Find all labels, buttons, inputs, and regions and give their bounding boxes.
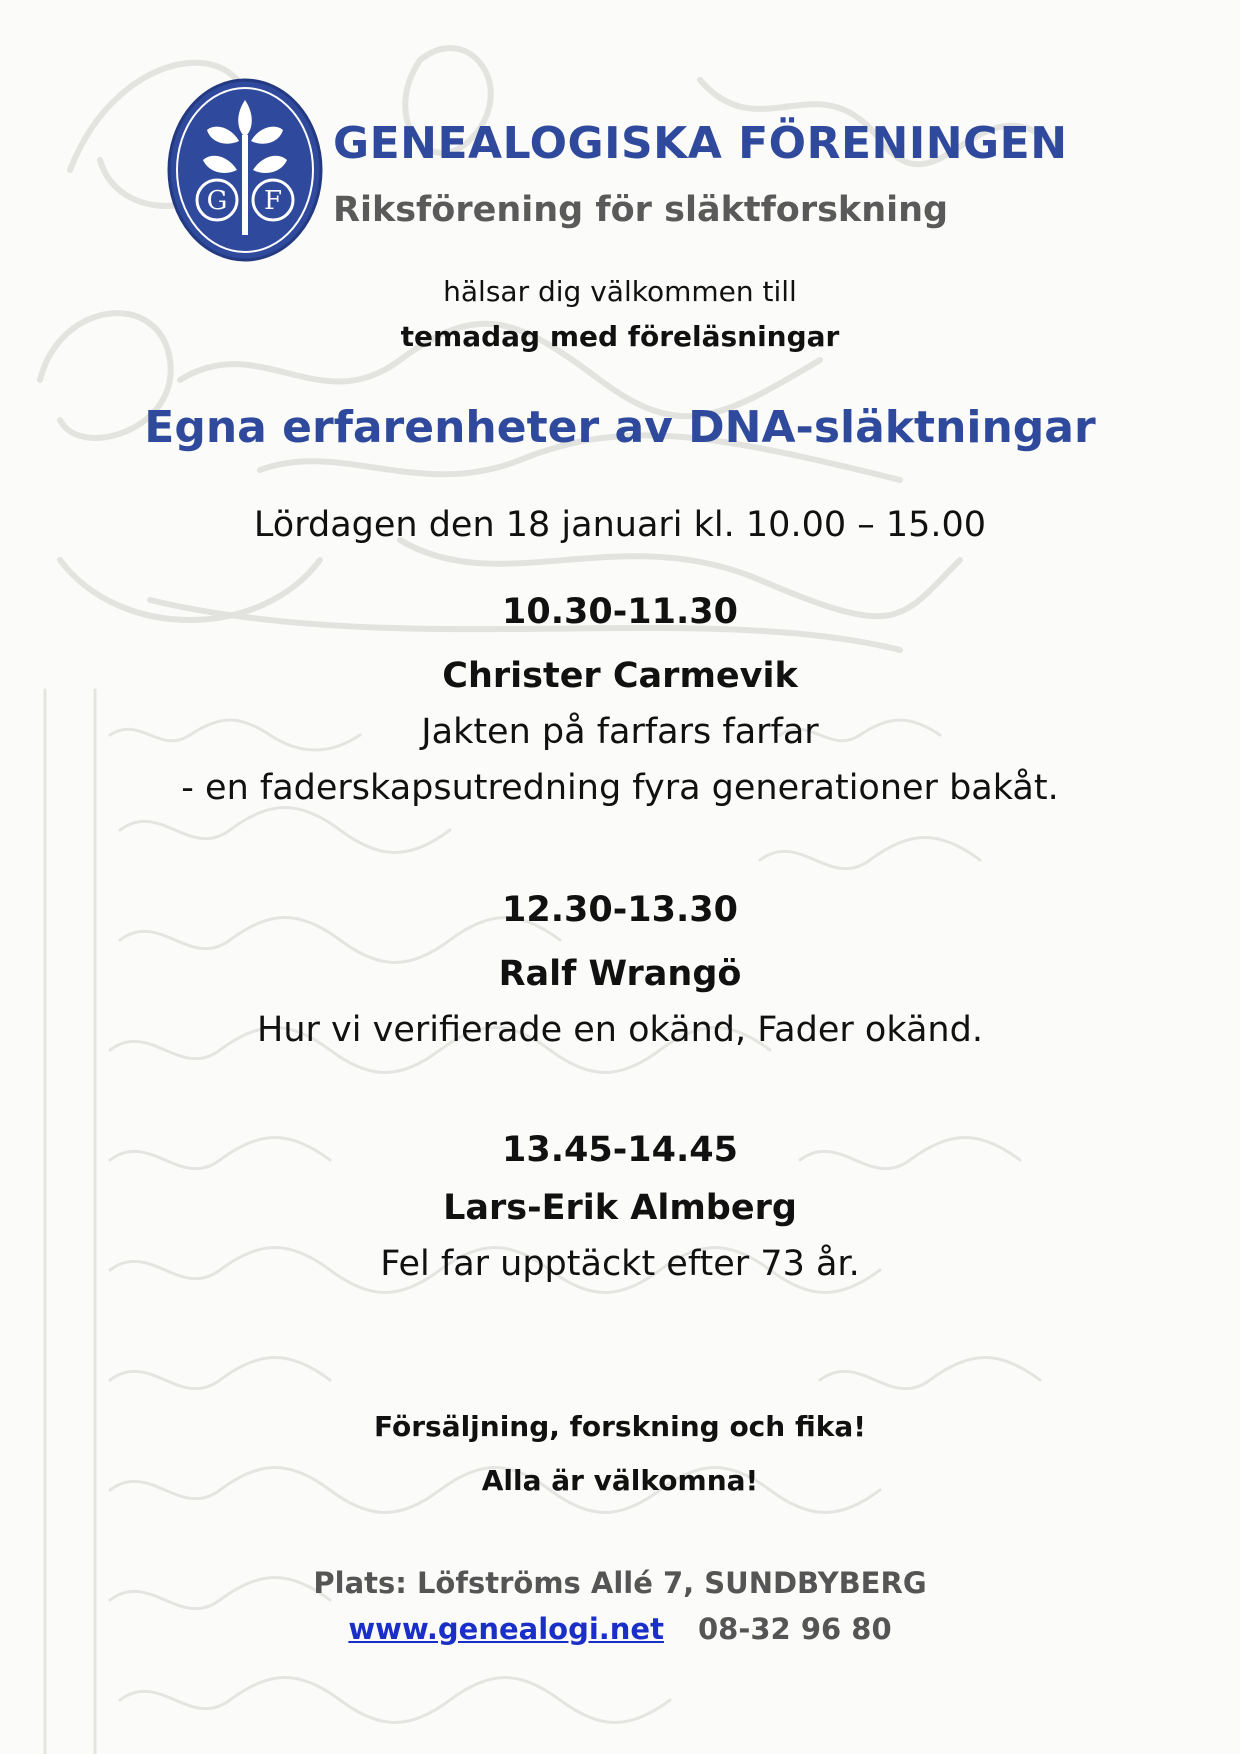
logo-letter-f: F <box>263 186 283 216</box>
theme-text: temadag med föreläsningar <box>400 320 840 353</box>
phone-number: 08-32 96 80 <box>697 1612 892 1646</box>
gf-tree-logo <box>165 75 325 265</box>
contact-line <box>0 1612 1240 1646</box>
session-1-time: 10.30-11.30 <box>502 592 738 632</box>
session-3-speaker: Lars-Erik Almberg <box>443 1188 797 1228</box>
session-1-speaker: Christer Carmevik <box>442 656 798 696</box>
session-1-topic: Jakten på farfars farfar <box>421 712 819 752</box>
welcome-text: hälsar dig välkommen till <box>443 275 797 308</box>
website-link[interactable]: www.genealogi.net <box>348 1612 664 1646</box>
welcome-all-text: Alla är välkomna! <box>481 1464 759 1497</box>
extras-text: Försäljning, forskning och fika! <box>373 1410 866 1443</box>
venue-address: Plats: Löfströms Allé 7, SUNDBYBERG <box>313 1566 927 1600</box>
session-2-time: 12.30-13.30 <box>502 890 738 930</box>
session-2-speaker: Ralf Wrangö <box>498 954 742 994</box>
event-date: Lördagen den 18 januari kl. 10.00 – 15.00 <box>253 505 987 545</box>
session-3-time: 13.45-14.45 <box>502 1130 738 1170</box>
logo-letter-g: G <box>206 186 228 216</box>
org-name: GENEALOGISKA FÖRENINGEN <box>333 118 1068 169</box>
org-subtitle: Riksförening för släktforskning <box>333 190 949 230</box>
session-2-topic: Hur vi verifierade en okänd, Fader okänd. <box>257 1010 983 1050</box>
event-title: Egna erfarenheter av DNA-släktningar <box>144 402 1096 453</box>
session-1-subtopic: - en faderskapsutredning fyra generationer bakåt. <box>181 768 1059 808</box>
session-3-topic: Fel far upptäckt efter 73 år. <box>380 1244 860 1284</box>
